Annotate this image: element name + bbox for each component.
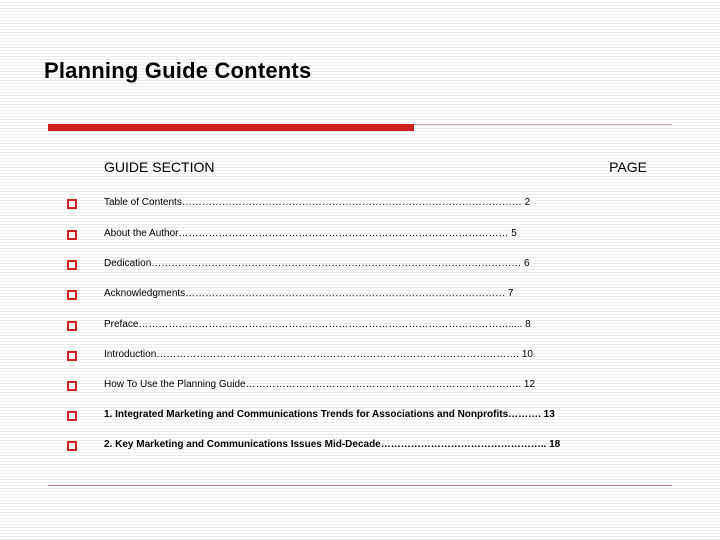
toc-entry: Preface…………………………………………………………………………………………………..... 8 (104, 319, 531, 330)
bottom-divider (48, 485, 672, 486)
toc-entry: Dedication………………………………………………………………………………………………… 6 (104, 258, 530, 269)
toc-row (0, 408, 720, 426)
toc-row (0, 438, 720, 456)
page-title: Planning Guide Contents (44, 58, 312, 83)
toc-entry: Acknowledgments…………………………………………………………………………………… 7 (104, 288, 514, 299)
toc-entry: About the Author……………………………………………………………………………………… 5 (104, 228, 517, 239)
toc-row (0, 348, 720, 366)
toc-row (0, 378, 720, 396)
checkbox-bullet-icon (67, 321, 77, 331)
checkbox-bullet-icon (67, 411, 77, 421)
toc-row (0, 287, 720, 305)
toc-row (0, 227, 720, 245)
toc-entry: Introduction………………………………………………………………………………………………. 10 (104, 349, 533, 360)
checkbox-bullet-icon (67, 381, 77, 391)
toc-entry: How To Use the Planning Guide……………………………………………………………………….. 12 (104, 379, 536, 390)
checkbox-bullet-icon (67, 351, 77, 361)
checkbox-bullet-icon (67, 290, 77, 300)
checkbox-bullet-icon (67, 199, 77, 209)
checkbox-bullet-icon (67, 260, 77, 270)
toc-row (0, 196, 720, 214)
column-header-page: PAGE (609, 159, 647, 175)
checkbox-bullet-icon (67, 441, 77, 451)
toc-entry: 2. Key Marketing and Communications Issues Mid-Decade………………………………………….. 18 (104, 439, 561, 450)
toc-row (0, 318, 720, 336)
title-underline-accent (48, 124, 414, 131)
checkbox-bullet-icon (67, 230, 77, 240)
title-underline-rule (414, 124, 672, 125)
column-header-section: GUIDE SECTION (104, 159, 215, 175)
toc-row (0, 257, 720, 275)
toc-entry: Table of Contents………………………………………………………………………………………… 2 (104, 197, 531, 208)
toc-entry: 1. Integrated Marketing and Communications Trends for Associations and Nonprofits………. 13 (104, 409, 555, 420)
